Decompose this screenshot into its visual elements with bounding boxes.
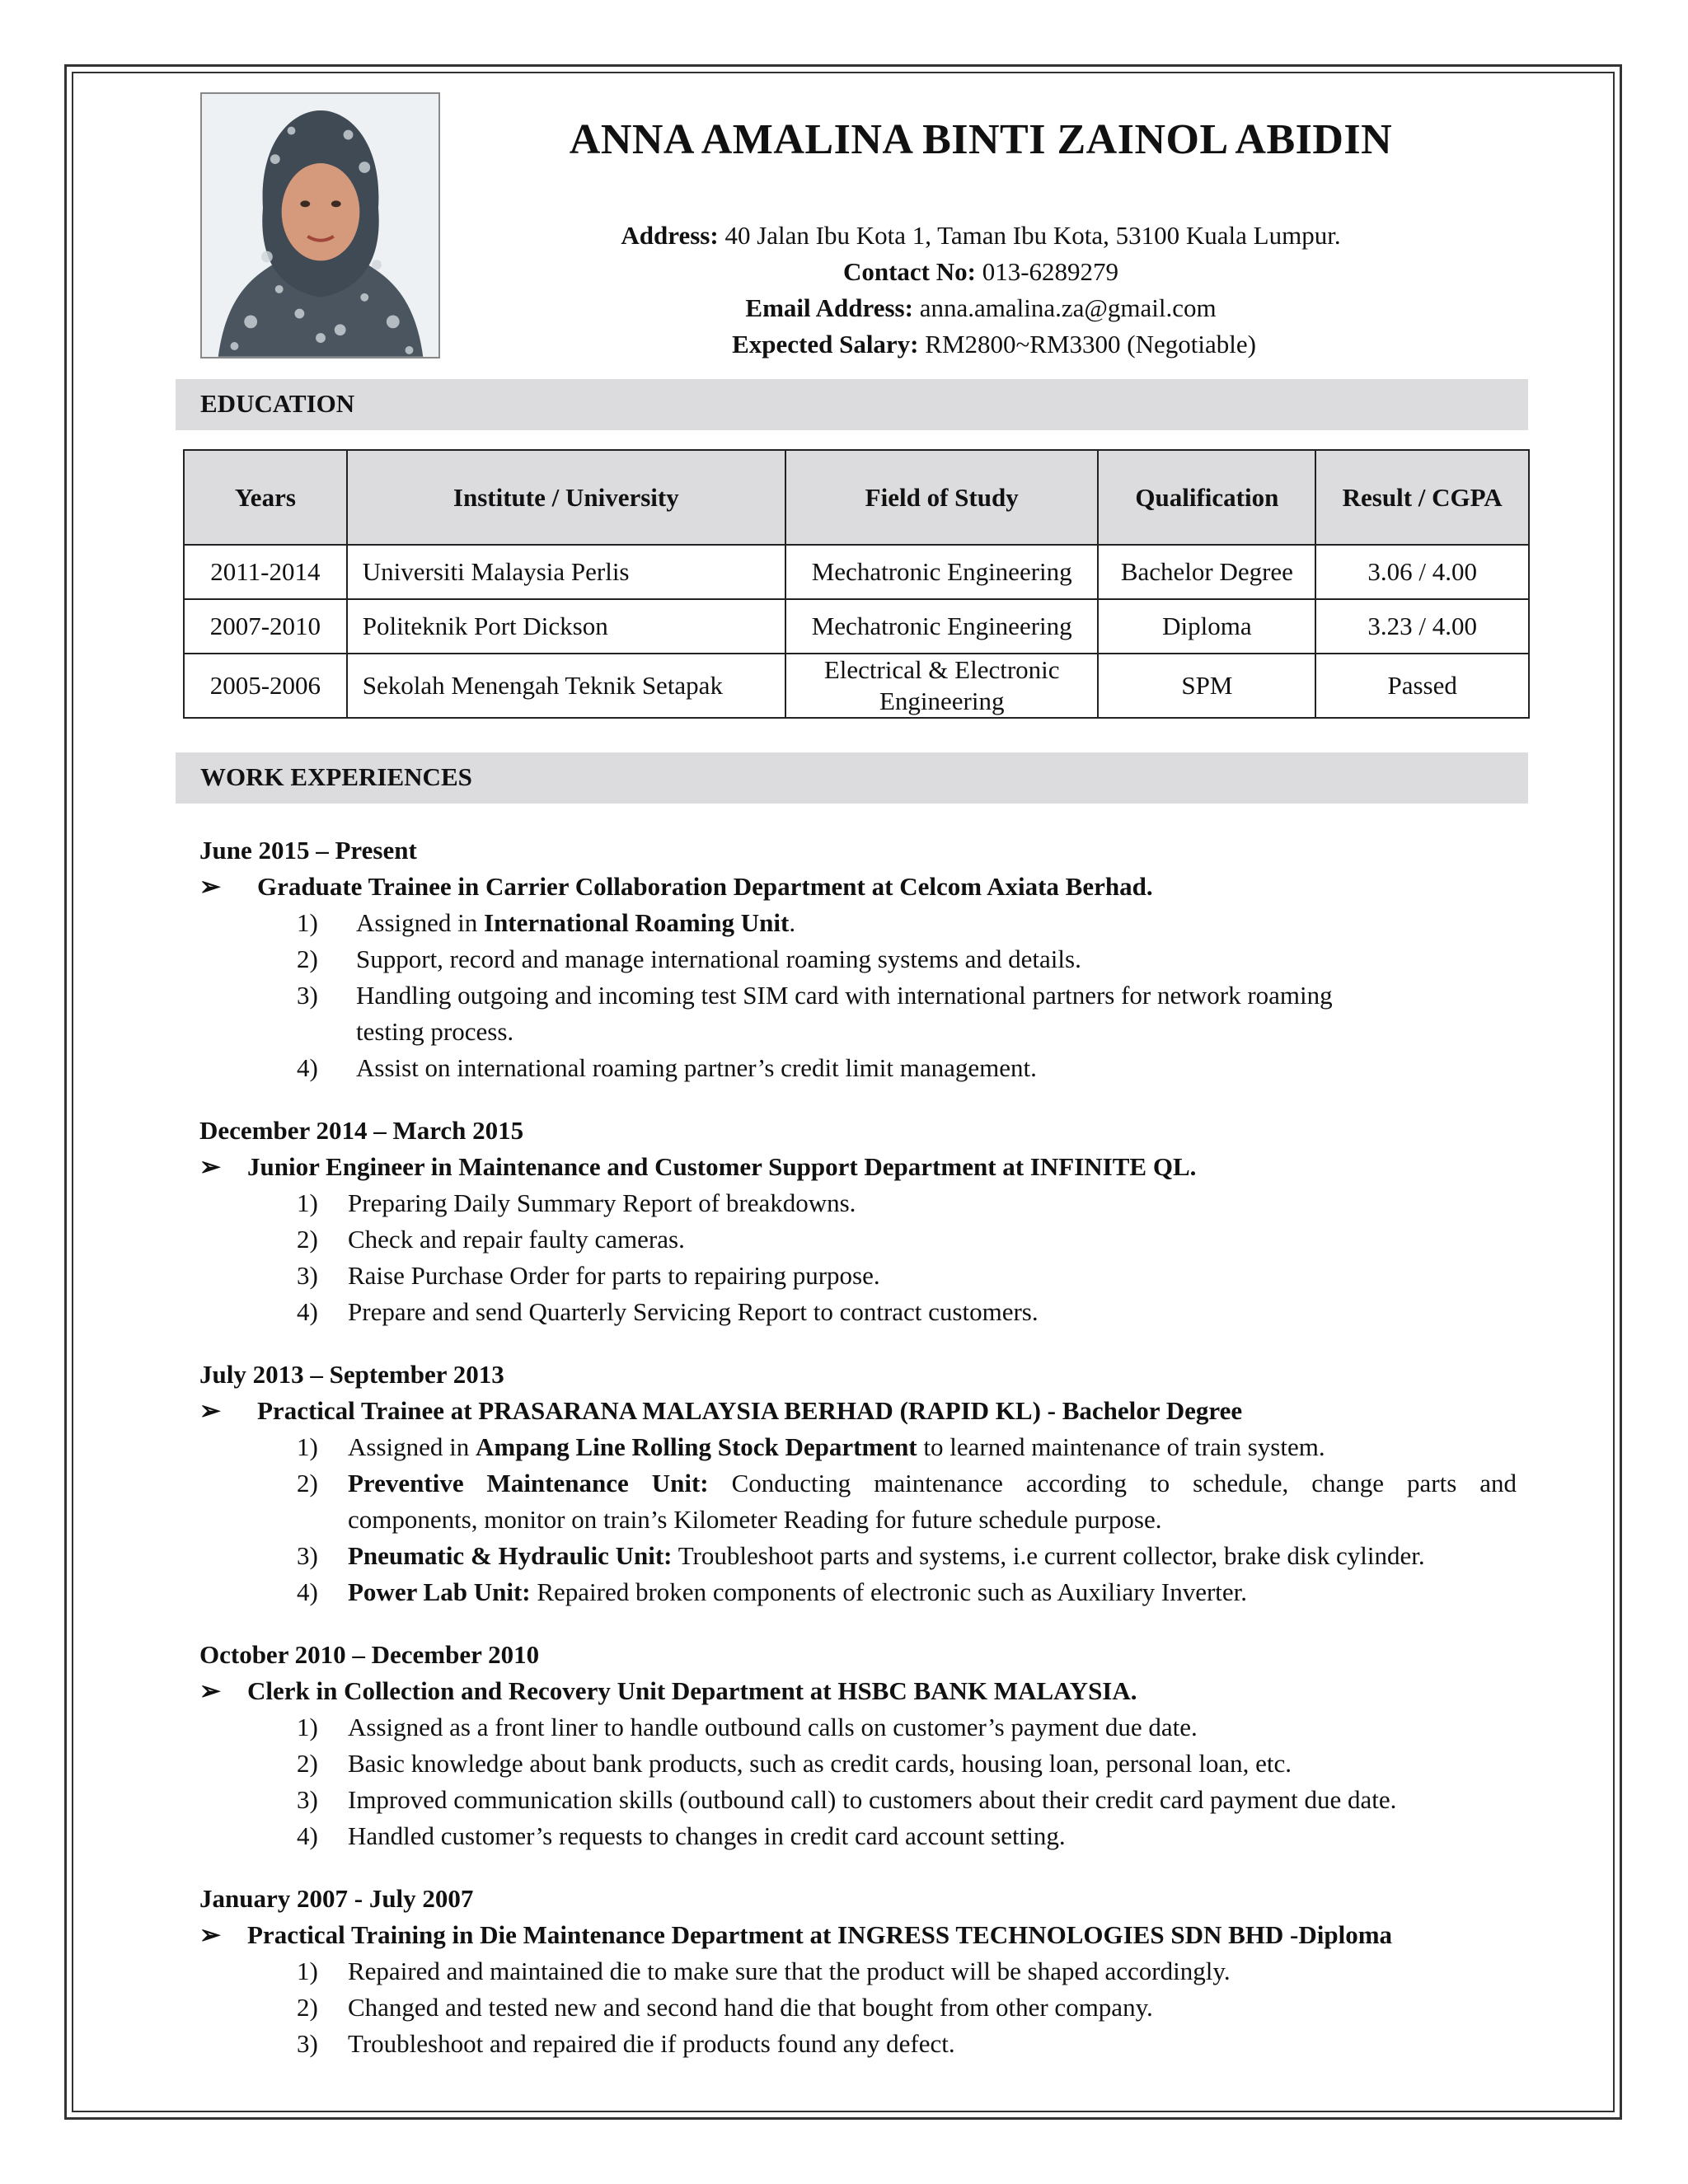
email-value: anna.amalina.za@gmail.com [919,293,1217,322]
qualification-cell: SPM [1098,654,1315,718]
item-number: 2) [297,1225,318,1254]
work-heading: WORK EXPERIENCES [200,762,472,791]
duty-list [199,1953,1535,2062]
work-experience-list [199,832,1535,2088]
item-number: 1) [297,1713,318,1741]
item-number: 2) [297,944,318,973]
institute-cell: Politeknik Port Dickson [347,599,785,654]
list-item [199,1574,1535,1610]
duty-bold: Pneumatic & Hydraulic Unit: [348,1541,673,1570]
job-date: January 2007 - July 2007 [199,1884,474,1913]
list-item [199,1990,1535,2026]
duty-text: Check and repair faulty cameras. [348,1225,685,1254]
education-heading-bar [176,379,1528,430]
duty-text: Support, record and manage international roaming systems and details. [356,944,1081,973]
candidate-name: ANNA AMALINA BINTI ZAINOL ABIDIN [569,116,1393,163]
duty-text: Conducting maintenance according to schedule, change parts and [708,1469,1517,1497]
item-number: 1) [297,1957,318,1985]
table-header-row [184,450,1529,545]
duty-bold: Preventive Maintenance Unit: [348,1469,709,1497]
job-title-line [199,1393,1535,1429]
column-header: Field of Study [785,450,1099,545]
duty-text: Preparing Daily Summary Report of breakdowns. [348,1188,856,1217]
list-item [199,905,1535,941]
item-number: 4) [297,1821,318,1850]
salary-line [458,330,1530,359]
job-entry [199,1637,1535,1854]
list-item [199,1258,1535,1294]
job-entry [199,832,1535,1086]
job-title: Junior Engineer in Maintenance and Customer Support Department at INFINITE QL. [247,1152,1197,1181]
duty-text: Troubleshoot parts and systems, i.e current collector, brake disk cylinder. [672,1541,1425,1570]
duty-text: Basic knowledge about bank products, such as credit cards, housing loan, personal loan, etc. [348,1749,1292,1778]
column-header: Institute / University [347,450,785,545]
item-number: 2) [297,1993,318,2022]
list-item [199,1818,1535,1854]
duty-text: Assigned in [348,1432,476,1461]
arrow-bullet-icon: ➢ [199,1676,221,1705]
job-title: Practical Training in Die Maintenance Department at INGRESS TECHNOLOGIES SDN BHD -Diploma [247,1920,1393,1949]
column-header: Qualification [1098,450,1315,545]
list-item [199,1294,1535,1330]
list-item [199,2026,1535,2062]
list-item [199,1429,1535,1465]
duty-bold: Ampang Line Rolling Stock Department [476,1432,917,1461]
table-row [184,545,1529,599]
duty-text: Assigned in [356,908,484,937]
salary-label: Expected Salary: [732,330,919,359]
duty-text: Repaired broken components of electronic such as Auxiliary Inverter. [530,1577,1248,1606]
years-cell: 2011-2014 [184,545,347,599]
arrow-bullet-icon: ➢ [199,872,221,901]
result-cell: 3.23 / 4.00 [1315,599,1529,654]
duty-text: components, monitor on train’s Kilometer Reading for future schedule purpose. [348,1505,1162,1534]
duty-text: testing process. [356,1017,514,1046]
arrow-bullet-icon: ➢ [199,1920,221,1949]
item-number: 3) [297,1261,318,1290]
email-line [445,293,1517,323]
duty-bold: International Roaming Unit [484,908,790,937]
job-title-line [199,1149,1535,1185]
duty-list [199,1429,1535,1610]
address-value: 40 Jalan Ibu Kota 1, Taman Ibu Kota, 53100 Kuala Lumpur. [724,221,1341,250]
email-label: Email Address: [745,293,913,322]
institute-cell: Sekolah Menengah Teknik Setapak [347,654,785,718]
job-entry [199,1881,1535,2062]
duty-text: Changed and tested new and second hand die that bought from other company. [348,1993,1153,2022]
field-cell: Mechatronic Engineering [785,599,1099,654]
contact-value: 013-6289279 [982,257,1119,286]
duty-text: Troubleshoot and repaired die if products found any defect. [348,2029,955,2058]
list-item [199,1953,1535,1990]
field-cell [785,654,1099,718]
duty-line [348,1465,1535,1502]
duty-text: Raise Purchase Order for parts to repairing purpose. [348,1261,880,1290]
field-line: Engineering [879,687,1005,715]
job-entry [199,1113,1535,1330]
item-number: 2) [297,1469,318,1497]
qualification-cell: Diploma [1098,599,1315,654]
table-row [184,654,1529,718]
list-item [199,941,1535,977]
item-number: 3) [297,1541,318,1570]
list-item [199,1709,1535,1746]
item-number: 3) [297,2029,318,2058]
list-item [199,1465,1535,1538]
duty-text: Assigned as a front liner to handle outbound calls on customer’s payment due date. [348,1713,1198,1741]
contact-line [445,257,1517,287]
arrow-bullet-icon: ➢ [199,1152,221,1181]
job-entry [199,1357,1535,1610]
years-cell: 2005-2006 [184,654,347,718]
item-number: 4) [297,1577,318,1606]
duty-text: . [789,908,796,937]
list-item [199,1746,1535,1782]
job-title-line [199,1917,1535,1953]
work-heading-bar [176,752,1528,804]
job-title-line [199,1673,1535,1709]
item-number: 4) [297,1297,318,1326]
item-number: 1) [297,1432,318,1461]
item-number: 2) [297,1749,318,1778]
contact-label: Contact No: [842,257,976,286]
item-number: 3) [297,981,318,1010]
duty-list [199,1185,1535,1330]
institute-cell: Universiti Malaysia Perlis [347,545,785,599]
duty-bold: Power Lab Unit: [348,1577,531,1606]
duty-text: Handling outgoing and incoming test SIM card with international partners for network roaming [356,981,1333,1010]
item-number: 3) [297,1785,318,1814]
job-title: Practical Trainee at PRASARANA MALAYSIA BERHAD (RAPID KL) - Bachelor Degree [257,1396,1243,1425]
arrow-bullet-icon: ➢ [199,1396,221,1425]
education-heading: EDUCATION [200,389,355,418]
duty-text: to learned maintenance of train system. [917,1432,1325,1461]
column-header: Years [184,450,347,545]
qualification-cell: Bachelor Degree [1098,545,1315,599]
duty-text: Prepare and send Quarterly Servicing Report to contract customers. [348,1297,1039,1326]
column-header: Result / CGPA [1315,450,1529,545]
job-date: June 2015 – Present [199,836,417,865]
years-cell: 2007-2010 [184,599,347,654]
field-line: Electrical & Electronic [823,655,1060,684]
list-item [199,1538,1535,1574]
list-item [199,1782,1535,1818]
education-table [183,449,1530,719]
job-title: Clerk in Collection and Recovery Unit Department at HSBC BANK MALAYSIA. [247,1676,1137,1705]
job-title: Graduate Trainee in Carrier Collaboration Department at Celcom Axiata Berhad. [257,872,1153,901]
list-item [199,1221,1535,1258]
duty-text: Handled customer’s requests to changes in credit card account setting. [348,1821,1066,1850]
duty-text: Assist on international roaming partner’s credit limit management. [356,1053,1037,1082]
address-label: Address: [621,221,719,250]
job-date: July 2013 – September 2013 [199,1360,504,1389]
address-line [445,221,1517,251]
result-cell: Passed [1315,654,1529,718]
duty-text: Repaired and maintained die to make sure that the product will be shaped accordingly. [348,1957,1231,1985]
result-cell: 3.06 / 4.00 [1315,545,1529,599]
field-cell: Mechatronic Engineering [785,545,1099,599]
table-row [184,599,1529,654]
job-title-line [199,869,1535,905]
item-number: 1) [297,1188,318,1217]
duty-list [199,1709,1535,1854]
item-number: 4) [297,1053,318,1082]
list-item [199,1050,1535,1086]
job-date: October 2010 – December 2010 [199,1640,540,1669]
list-item [199,1185,1535,1221]
duty-list [199,905,1535,1086]
salary-value: RM2800~RM3300 (Negotiable) [925,330,1256,359]
duty-text: Improved communication skills (outbound call) to customers about their credit card payment due date. [348,1785,1397,1814]
job-date: December 2014 – March 2015 [199,1116,524,1145]
list-item [199,977,1535,1050]
item-number: 1) [297,908,318,937]
profile-photo [200,92,440,359]
